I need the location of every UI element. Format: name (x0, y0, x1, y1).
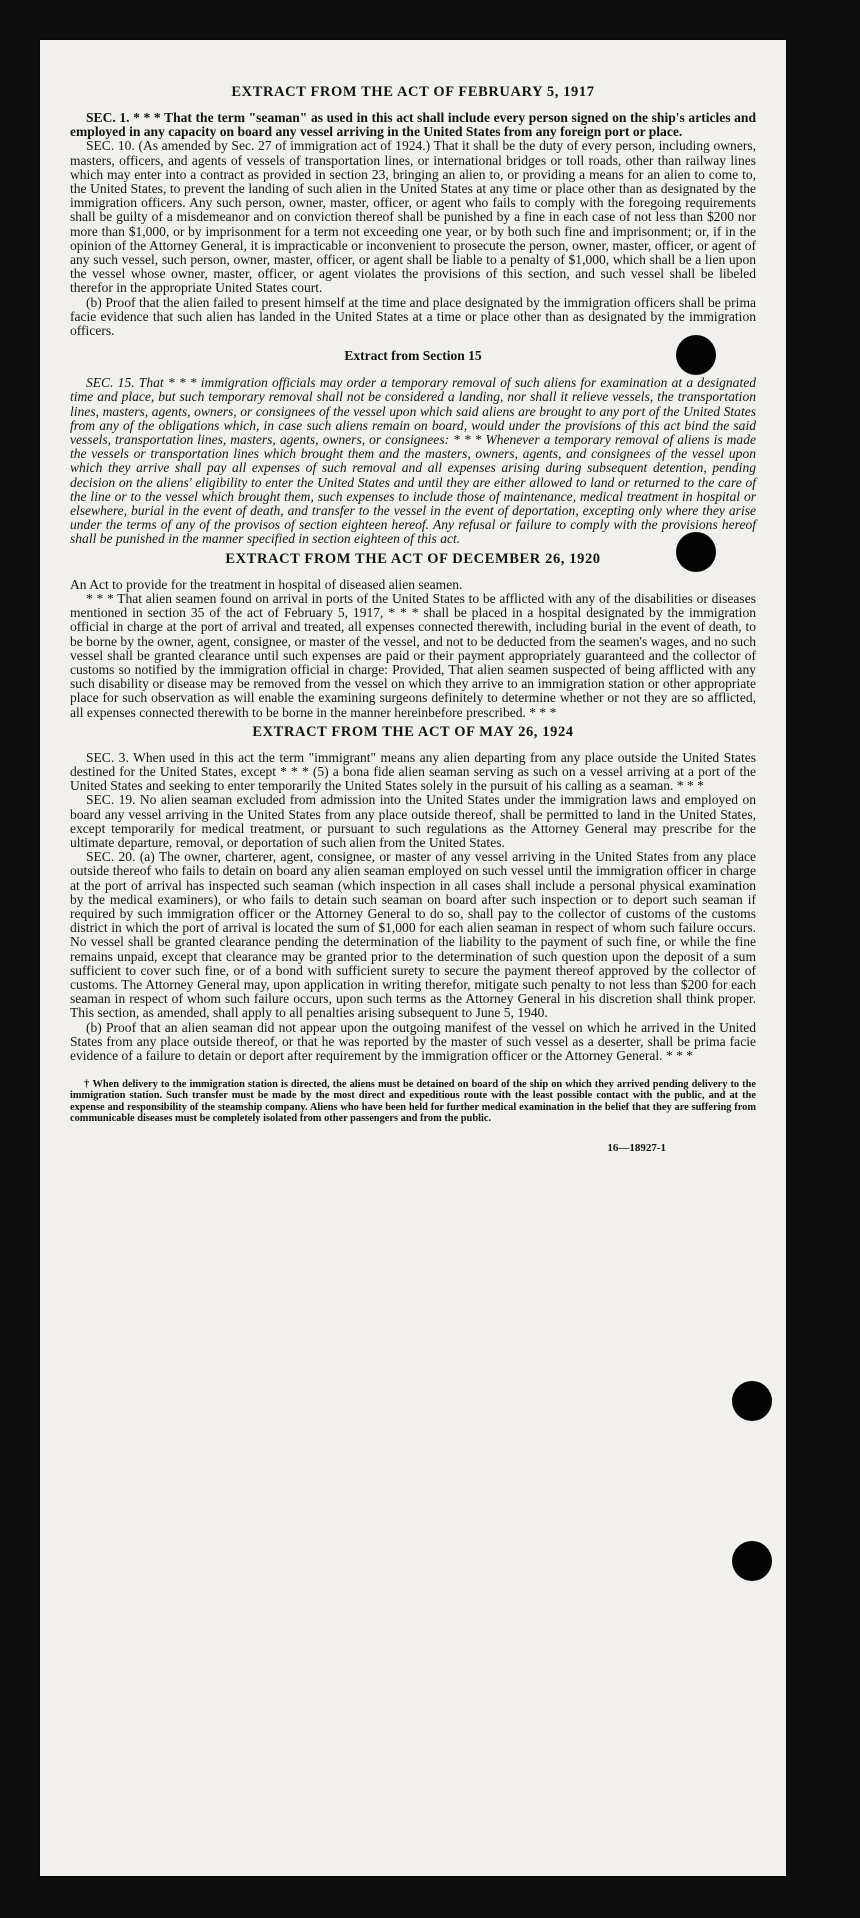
punch-hole (732, 1381, 772, 1421)
paragraph: SEC. 3. When used in this act the term "immigrant" means any alien departing from any place outside the United States destined for the United States, except * * * (5) a bona fide alien seaman serving as such on a vessel arriving at a port of the United States and seeking to enter temporarily the United States solely in the pursuit of his calling as a seaman. * * * (70, 749, 756, 794)
document-section (70, 551, 756, 720)
section-heading: EXTRACT FROM THE ACT OF DECEMBER 26, 1920 (225, 550, 601, 567)
section-subheading: Extract from Section 15 (344, 348, 482, 364)
document-section (70, 84, 756, 338)
punch-hole (732, 1541, 772, 1581)
document-body (70, 84, 756, 1063)
paragraph: (b) Proof that the alien failed to present himself at the time and place designated by the immigration officers shall be prima facie evidence that such alien has landed in the United States at a time or place other than as designated by the immigration officers. (70, 294, 756, 339)
paragraph: An Act to provide for the treatment in hospital of diseased alien seamen. (70, 576, 463, 592)
document-section (70, 724, 756, 1063)
paragraph: SEC. 19. No alien seaman excluded from admission into the United States under the immigration laws and employed on board any vessel arriving in the United States from any place outside thereof, shall be permitted to land in the United States, except temporarily for medical treatment, or pursuant to such regulations as the Attorney General may prescribe for the ultimate departure, removal, or deportation of such alien from the United States. (70, 792, 756, 850)
document-page (40, 40, 786, 1876)
section-heading: EXTRACT FROM THE ACT OF MAY 26, 1924 (252, 723, 574, 740)
footnote-text: † When delivery to the immigration station is directed, the aliens must be detained on board of the ship on which they arrived pending delivery to the immigration station. Such transfer must be made by the most direct and expeditious route with the least possible contact with the public, and at the expense and responsibility of the steamship company. Aliens who have been held for further medical examination in the belief that they are suffering from communicable diseases must be completely isolated from other passengers and from the public. (70, 1079, 756, 1124)
punch-hole (676, 335, 716, 375)
paragraph: SEC. 10. (As amended by Sec. 27 of immigration act of 1924.) That it shall be the duty of every person, including owners, masters, officers, and agents of vessels of transportation lines, or international bridges or toll roads, other than railway lines which may enter into a contract as provided in section 23, bringing an alien to, or providing a means for an alien to come to, the United States, to prevent the landing of such alien in the United States at any time or place other than as designated by the immigration officers. Any such person, owner, master, officer, or agent who fails to comply with the foregoing requirements shall be guilty of a misdemeanor and on conviction thereof shall be punished by a fine in each case of not less than $200 nor more than $1,000, or by imprisonment for a term not exceeding one year, or by both such fine and imprisonment; or, if in the opinion of the Attorney General, it is impracticable or inconvenient to prosecute the person, owner, master, officer, or agent of any such vessel, such person, owner, master, officer, or agent shall be liable to a penalty of $1,000, which shall be a lien upon the vessel whose owner, master, officer, or agent violates the provisions of this section, and such vessel shall be libeled therefor in the appropriate United States court. (70, 138, 756, 296)
paragraph: * * * That alien seamen found on arrival in ports of the United States to be afflicted with any of the disabilities or diseases mentioned in section 35 of the act of February 5, 1917, * * * shall be placed in a hospital designated by the immigration official in charge at the port of arrival and treated, all expenses connected therewith, including burial in the event of death, to be borne by the owner, agent, consignee, or master of the vessel, and not to be deducted from the seamen's wages, and no such vessel shall be granted clearance until such expenses are paid or their payment appropriately guaranteed and the collector of customs so notified by the immigration official in charge: Provided, That alien seamen suspected of being afflicted with any such disability or disease may be removed from the vessel on which they arrive to an immigration station or other appropriate place for such observation as will enable the examining surgeons definitely to determine whether or not they are so afflicted, all expenses connected therewith to be borne in the manner hereinbefore prescribed. * * * (70, 590, 756, 720)
form-number: 16—18927-1 (607, 1142, 666, 1154)
document-section (70, 348, 756, 546)
paragraph: SEC. 1. * * * That the term "seaman" as used in this act shall include every person signed on the ship's articles and employed in any capacity on board any vessel arriving in the United States from any foreign port or place. (70, 110, 756, 140)
section-heading: EXTRACT FROM THE ACT OF FEBRUARY 5, 1917 (231, 84, 595, 100)
paragraph: (b) Proof that an alien seaman did not appear upon the outgoing manifest of the vessel on which he arrived in the United States from any place outside thereof, or that he was reported by the master of such vessel as a deserter, shall be prima facie evidence of a failure to detain or deport after requirement by the immigration officer or the Attorney General. * * * (70, 1019, 756, 1063)
paragraph: SEC. 15. That * * * immigration officials may order a temporary removal of such aliens for examination at a designated time and place, but such temporary removal shall not be considered a landing, nor shall it relieve vessels, the transportation lines, masters, agents, owners, or consignees of the vessel upon which said aliens are brought to any port of the United States from any of the obligations which, in case such aliens remain on board, would under the provisions of this act bind the said vessels, transportation lines, masters, agents, owners, or consignees: * * * Whenever a temporary removal of aliens is made the vessels or transportation lines which brought them and the masters, owners, agents, and consignees of the vessel upon which they arrive shall pay all expenses of such removal and all expenses arising during subsequent detention, pending decision on the aliens' eligibility to enter the United States and until they are either allowed to land or returned to the care of the line or to the vessel which brought them, such expenses to include those of maintenance, medical treatment in hospital or elsewhere, burial in the event of death, and transfer to the vessel in the event of deportation, excepting only where they arise under the terms of any of the provisos of section eighteen hereof. Any refusal or failure to comply with the provisions hereof shall be punished in the manner specified in section eighteen of this act. (70, 375, 756, 547)
footnote (70, 1079, 756, 1124)
punch-hole (676, 532, 716, 572)
paragraph: SEC. 20. (a) The owner, charterer, agent, consignee, or master of any vessel arriving in the United States from any place outside thereof who fails to detain on board any alien seaman employed on such vessel until the immigration officer in charge at the port of arrival has inspected such seaman (which inspection in all cases shall include a personal physical examination by the medical examiners), or who fails to detain such seaman on board after such inspection or to deport such seaman if required by such immigration officer or the Attorney General to do so, shall pay to the collector of customs of the customs district in which the port of arrival is located the sum of $1,000 for each alien seaman in respect of whom such failure occurs. No vessel shall be granted clearance pending the determination of the liability to the payment of such fine, or while the fine remains unpaid, except that clearance may be granted prior to the determination of such question upon the deposit of a sum sufficient to cover such fine, or of a bond with sufficient surety to secure the payment thereof approved by the collector of customs. The Attorney General may, upon application in writing therefor, mitigate such penalty to not less than $200 for each seaman in respect of whom such failure occurs, upon such terms as the Attorney General in his discretion shall think proper. This section, as amended, shall apply to all penalties arising subsequent to June 5, 1940. (70, 849, 756, 1021)
